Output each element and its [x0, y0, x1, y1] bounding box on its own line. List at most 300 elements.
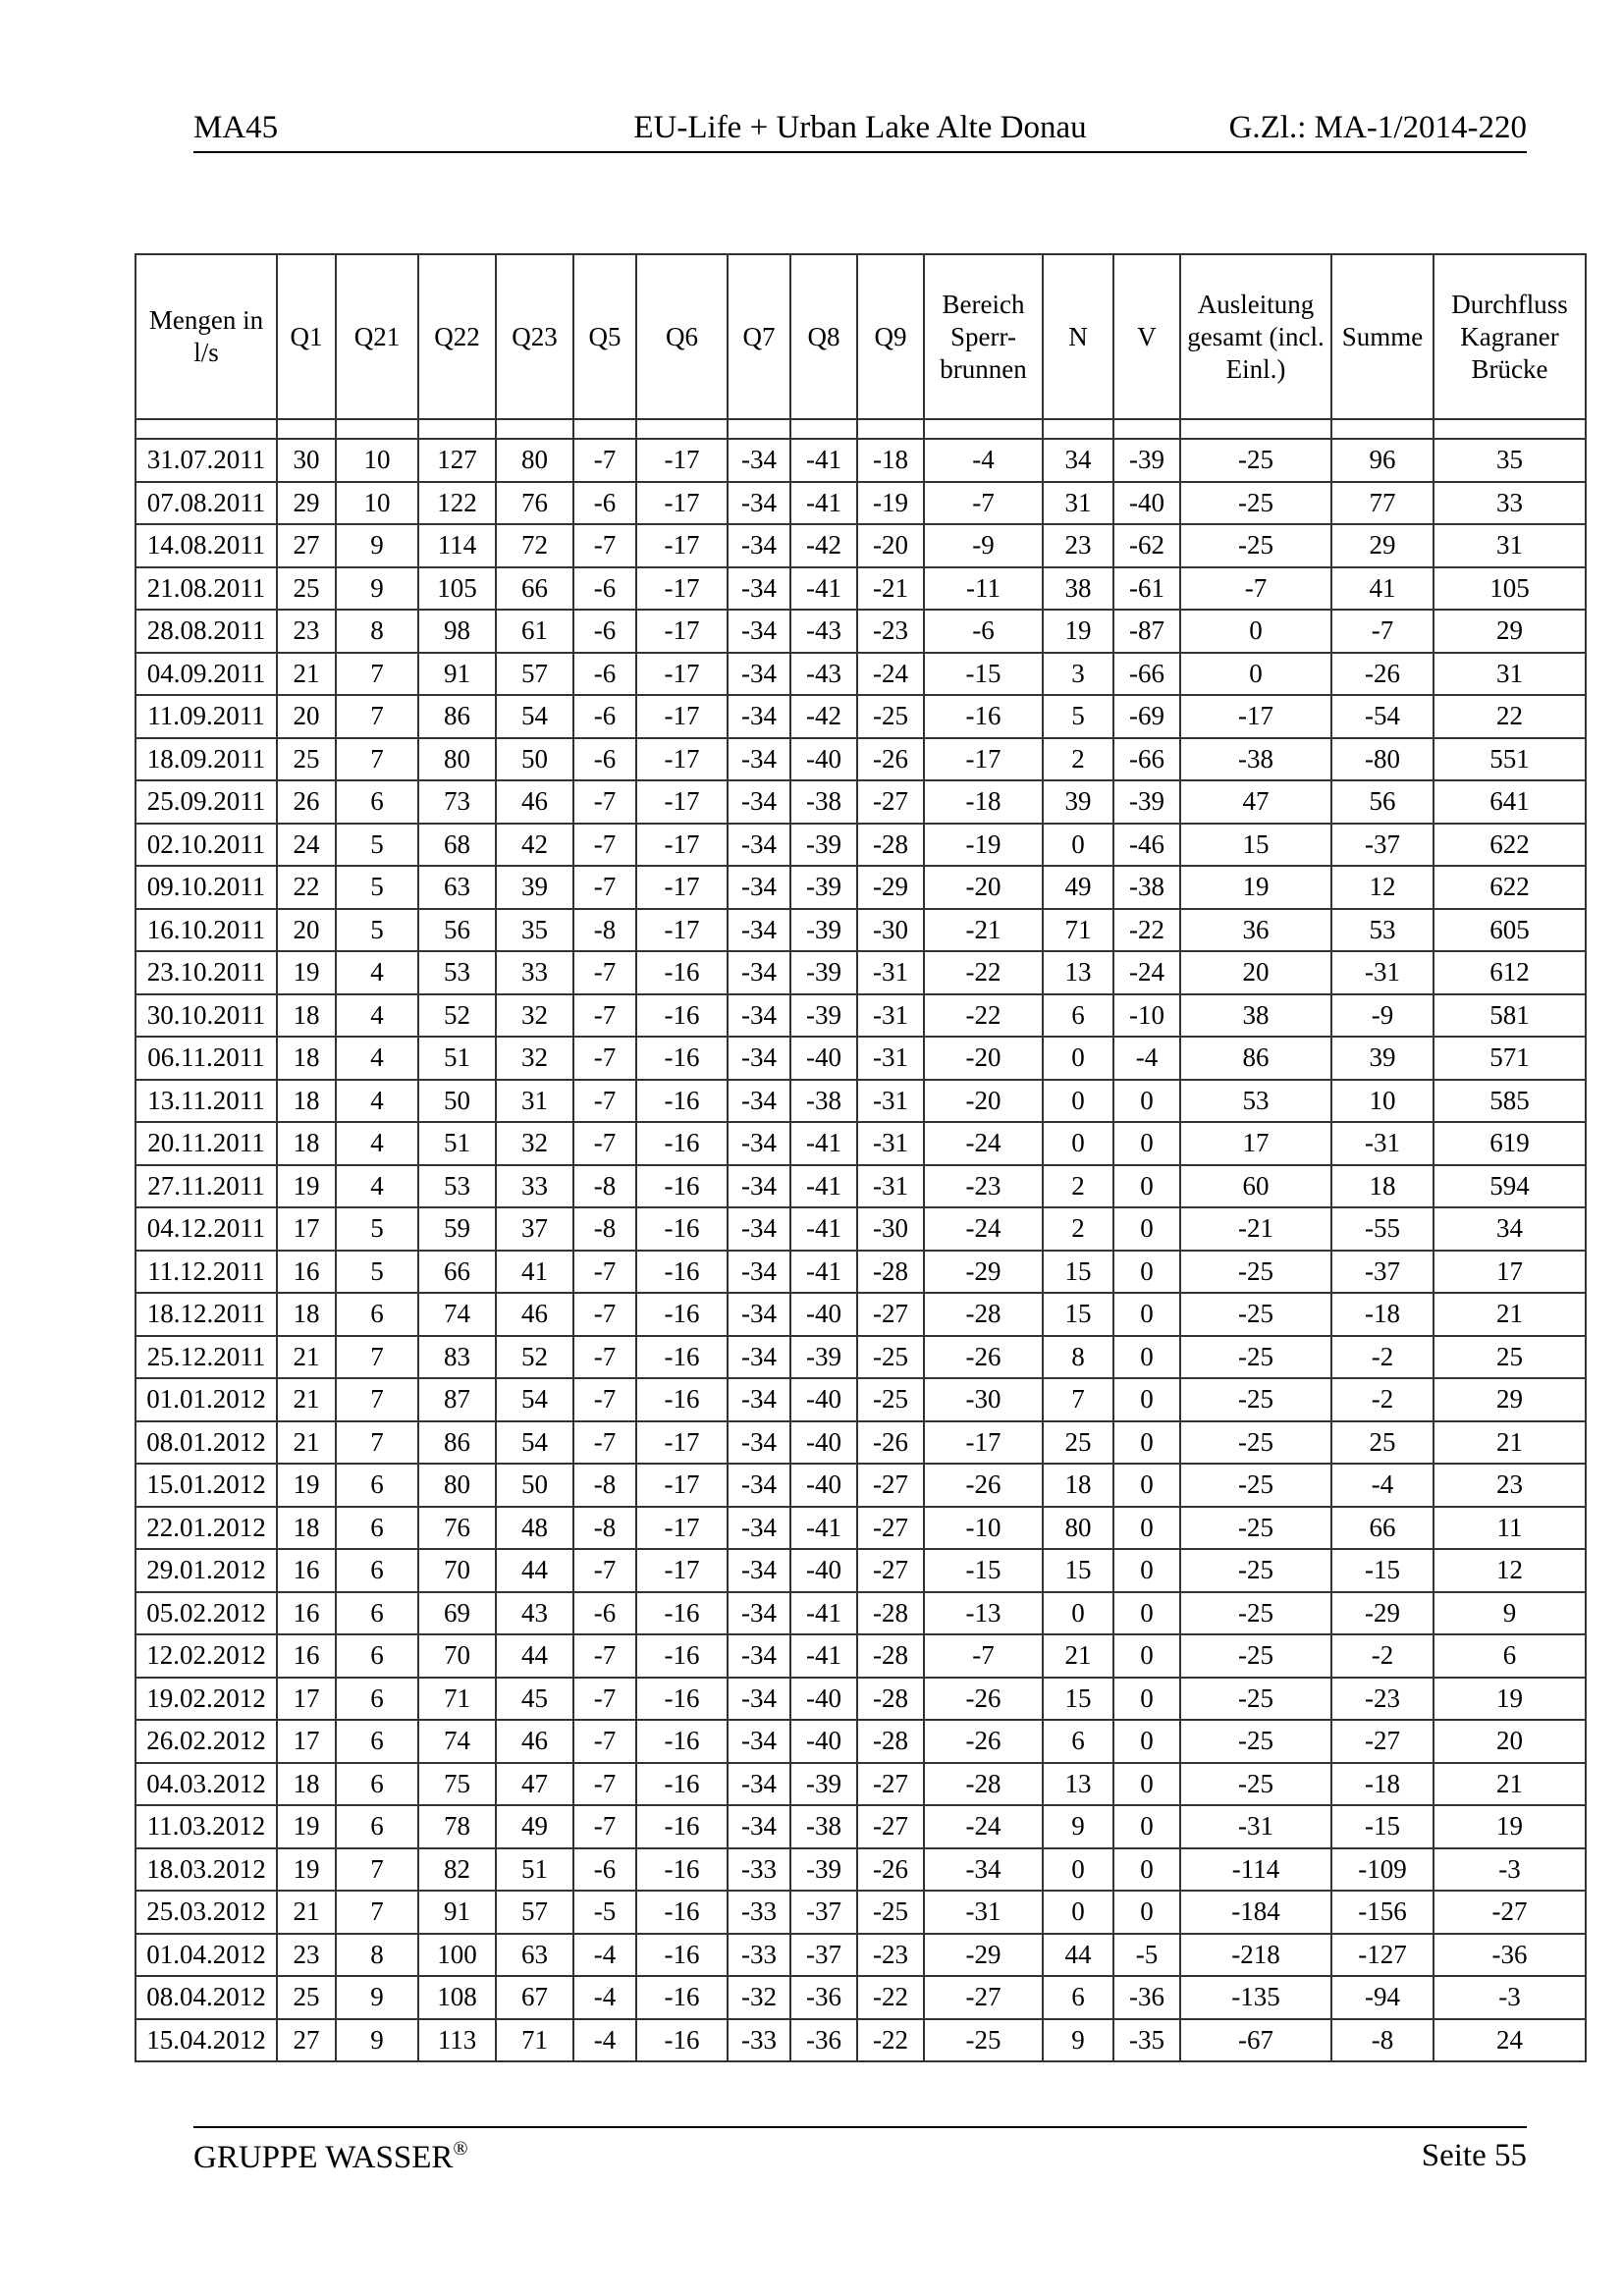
value-cell: 63 — [496, 1934, 573, 1977]
value-cell: -7 — [573, 1037, 636, 1080]
date-cell: 02.10.2011 — [135, 824, 277, 867]
value-cell: 11 — [1434, 1507, 1586, 1550]
value-cell: -29 — [924, 1251, 1043, 1294]
value-cell: -29 — [924, 1934, 1043, 1977]
value-cell: -66 — [1113, 653, 1180, 696]
value-cell: -3 — [1434, 1976, 1586, 2019]
value-cell: 5 — [336, 866, 418, 909]
value-cell: 80 — [418, 1464, 496, 1507]
value-cell: 33 — [1434, 482, 1586, 525]
value-cell: 48 — [496, 1507, 573, 1550]
value-cell: -30 — [924, 1378, 1043, 1421]
value-cell: -25 — [1180, 1378, 1331, 1421]
value-cell: -39 — [1113, 439, 1180, 482]
value-cell: 39 — [496, 866, 573, 909]
value-cell: -24 — [924, 1207, 1043, 1251]
table-row — [135, 1378, 1586, 1421]
value-cell: -8 — [573, 1464, 636, 1507]
value-cell: -42 — [790, 695, 857, 738]
value-cell: -20 — [857, 524, 924, 567]
spacer-cell — [1331, 419, 1434, 439]
value-cell: 7 — [336, 1378, 418, 1421]
value-cell: 19 — [1180, 866, 1331, 909]
value-cell: 3 — [1043, 653, 1113, 696]
value-cell: -17 — [636, 1507, 728, 1550]
value-cell: 0 — [1113, 1293, 1180, 1336]
value-cell: -41 — [790, 482, 857, 525]
value-cell: 16 — [277, 1592, 336, 1635]
value-cell: 4 — [336, 1122, 418, 1165]
date-cell: 04.12.2011 — [135, 1207, 277, 1251]
value-cell: 44 — [496, 1549, 573, 1592]
value-cell: 9 — [1043, 1805, 1113, 1848]
value-cell: -25 — [1180, 1336, 1331, 1379]
value-cell: 21 — [277, 1336, 336, 1379]
value-cell: -34 — [728, 1678, 790, 1721]
value-cell: 29 — [1331, 524, 1434, 567]
value-cell: 5 — [1043, 695, 1113, 738]
date-cell: 14.08.2011 — [135, 524, 277, 567]
value-cell: 4 — [336, 1037, 418, 1080]
value-cell: 12 — [1434, 1549, 1586, 1592]
column-header: Mengen in l/s — [135, 254, 277, 419]
value-cell: 18 — [277, 994, 336, 1038]
value-cell: 24 — [1434, 2019, 1586, 2062]
value-cell: 35 — [1434, 439, 1586, 482]
value-cell: 25 — [1043, 1421, 1113, 1465]
value-cell: 60 — [1180, 1165, 1331, 1208]
value-cell: -42 — [790, 524, 857, 567]
value-cell: -25 — [857, 1378, 924, 1421]
value-cell: 0 — [1113, 1421, 1180, 1465]
value-cell: 21 — [1043, 1634, 1113, 1678]
value-cell: -2 — [1331, 1378, 1434, 1421]
table-row — [135, 2019, 1586, 2062]
date-cell: 13.11.2011 — [135, 1080, 277, 1123]
spacer-cell — [336, 419, 418, 439]
value-cell: -13 — [924, 1592, 1043, 1635]
date-cell: 31.07.2011 — [135, 439, 277, 482]
value-cell: 66 — [496, 567, 573, 611]
value-cell: -26 — [1331, 653, 1434, 696]
value-cell: 30 — [277, 439, 336, 482]
value-cell: -7 — [573, 1763, 636, 1806]
column-header: Q5 — [573, 254, 636, 419]
value-cell: -31 — [857, 994, 924, 1038]
date-cell: 21.08.2011 — [135, 567, 277, 611]
value-cell: -29 — [1331, 1592, 1434, 1635]
table-row — [135, 909, 1586, 952]
flow-table — [135, 253, 1587, 2062]
value-cell: 17 — [277, 1720, 336, 1763]
table-row — [135, 1507, 1586, 1550]
date-cell: 18.12.2011 — [135, 1293, 277, 1336]
header-reference: G.Zl.: MA-1/2014-220 — [1228, 110, 1527, 145]
value-cell: 44 — [496, 1634, 573, 1678]
value-cell: -34 — [728, 1293, 790, 1336]
value-cell: -39 — [790, 1763, 857, 1806]
table-row — [135, 482, 1586, 525]
value-cell: 46 — [496, 1720, 573, 1763]
column-header: Q22 — [418, 254, 496, 419]
value-cell: -25 — [1180, 1592, 1331, 1635]
value-cell: 22 — [277, 866, 336, 909]
value-cell: -18 — [857, 439, 924, 482]
value-cell: 18 — [277, 1507, 336, 1550]
value-cell: -7 — [573, 1122, 636, 1165]
value-cell: -40 — [1113, 482, 1180, 525]
value-cell: 71 — [496, 2019, 573, 2062]
value-cell: 0 — [1113, 1507, 1180, 1550]
table-body — [135, 419, 1586, 2061]
value-cell: -17 — [636, 695, 728, 738]
value-cell: -7 — [573, 1080, 636, 1123]
value-cell: -27 — [857, 1763, 924, 1806]
value-cell: -4 — [924, 439, 1043, 482]
date-cell: 18.03.2012 — [135, 1848, 277, 1892]
value-cell: 5 — [336, 824, 418, 867]
value-cell: 46 — [496, 1293, 573, 1336]
value-cell: -28 — [924, 1293, 1043, 1336]
date-cell: 11.09.2011 — [135, 695, 277, 738]
value-cell: -27 — [857, 780, 924, 824]
value-cell: 0 — [1043, 1592, 1113, 1635]
value-cell: -24 — [1113, 951, 1180, 994]
value-cell: -36 — [1434, 1934, 1586, 1977]
value-cell: -34 — [728, 1592, 790, 1635]
value-cell: 113 — [418, 2019, 496, 2062]
value-cell: -38 — [790, 780, 857, 824]
value-cell: -17 — [636, 866, 728, 909]
value-cell: 16 — [277, 1251, 336, 1294]
value-cell: 7 — [336, 1848, 418, 1892]
value-cell: 18 — [1331, 1165, 1434, 1208]
value-cell: 6 — [1043, 1720, 1113, 1763]
value-cell: -6 — [924, 610, 1043, 653]
date-cell: 11.12.2011 — [135, 1251, 277, 1294]
value-cell: -16 — [636, 1378, 728, 1421]
value-cell: 69 — [418, 1592, 496, 1635]
value-cell: -22 — [924, 994, 1043, 1038]
value-cell: -41 — [790, 1251, 857, 1294]
value-cell: 17 — [277, 1207, 336, 1251]
value-cell: 4 — [336, 951, 418, 994]
value-cell: -28 — [924, 1763, 1043, 1806]
value-cell: -34 — [728, 780, 790, 824]
value-cell: -34 — [728, 1251, 790, 1294]
value-cell: 0 — [1043, 1122, 1113, 1165]
value-cell: 23 — [1434, 1464, 1586, 1507]
value-cell: 49 — [496, 1805, 573, 1848]
column-header: Summe — [1331, 254, 1434, 419]
value-cell: 74 — [418, 1720, 496, 1763]
value-cell: -39 — [790, 951, 857, 994]
value-cell: 0 — [1113, 1378, 1180, 1421]
value-cell: 96 — [1331, 439, 1434, 482]
value-cell: 20 — [277, 909, 336, 952]
table-row — [135, 695, 1586, 738]
value-cell: -34 — [728, 1763, 790, 1806]
value-cell: -34 — [728, 1549, 790, 1592]
value-cell: -20 — [924, 866, 1043, 909]
spacer-cell — [728, 419, 790, 439]
value-cell: 51 — [418, 1037, 496, 1080]
value-cell: 34 — [1043, 439, 1113, 482]
value-cell: -69 — [1113, 695, 1180, 738]
value-cell: -31 — [857, 1122, 924, 1165]
date-cell: 20.11.2011 — [135, 1122, 277, 1165]
value-cell: 98 — [418, 610, 496, 653]
value-cell: 105 — [418, 567, 496, 611]
table-row — [135, 1293, 1586, 1336]
value-cell: -39 — [790, 909, 857, 952]
value-cell: -34 — [728, 824, 790, 867]
value-cell: 23 — [1043, 524, 1113, 567]
value-cell: 39 — [1043, 780, 1113, 824]
value-cell: 0 — [1113, 1336, 1180, 1379]
value-cell: -34 — [728, 1122, 790, 1165]
value-cell: 6 — [336, 1464, 418, 1507]
value-cell: 641 — [1434, 780, 1586, 824]
value-cell: -25 — [1180, 1634, 1331, 1678]
value-cell: 622 — [1434, 866, 1586, 909]
value-cell: -16 — [636, 2019, 728, 2062]
table-row — [135, 1891, 1586, 1934]
spacer-cell — [573, 419, 636, 439]
value-cell: -43 — [790, 610, 857, 653]
value-cell: 585 — [1434, 1080, 1586, 1123]
value-cell: 2 — [1043, 1165, 1113, 1208]
value-cell: -15 — [924, 653, 1043, 696]
value-cell: -67 — [1180, 2019, 1331, 2062]
value-cell: -35 — [1113, 2019, 1180, 2062]
value-cell: 9 — [336, 567, 418, 611]
value-cell: -6 — [573, 567, 636, 611]
value-cell: -8 — [573, 909, 636, 952]
table-row — [135, 1421, 1586, 1465]
value-cell: -26 — [924, 1464, 1043, 1507]
value-cell: 71 — [1043, 909, 1113, 952]
value-cell: 9 — [336, 2019, 418, 2062]
value-cell: -18 — [924, 780, 1043, 824]
value-cell: -7 — [573, 951, 636, 994]
value-cell: 0 — [1113, 1464, 1180, 1507]
spacer-cell — [790, 419, 857, 439]
value-cell: 38 — [1180, 994, 1331, 1038]
value-cell: -7 — [924, 482, 1043, 525]
column-header: N — [1043, 254, 1113, 419]
footer-page-number: Seite 55 — [1421, 2138, 1527, 2173]
table-row — [135, 1207, 1586, 1251]
value-cell: -16 — [636, 1122, 728, 1165]
table-row — [135, 1763, 1586, 1806]
value-cell: 6 — [336, 1805, 418, 1848]
table-row — [135, 1634, 1586, 1678]
date-cell: 08.04.2012 — [135, 1976, 277, 2019]
value-cell: -46 — [1113, 824, 1180, 867]
value-cell: 0 — [1113, 1251, 1180, 1294]
value-cell: 15 — [1043, 1549, 1113, 1592]
header-left: MA45 — [193, 110, 279, 145]
value-cell: -184 — [1180, 1891, 1331, 1934]
value-cell: -55 — [1331, 1207, 1434, 1251]
value-cell: -34 — [728, 1080, 790, 1123]
date-cell: 04.09.2011 — [135, 653, 277, 696]
value-cell: -40 — [790, 1720, 857, 1763]
value-cell: 26 — [277, 780, 336, 824]
value-cell: -31 — [857, 1080, 924, 1123]
value-cell: 6 — [336, 1720, 418, 1763]
spacer-cell — [277, 419, 336, 439]
value-cell: -25 — [1180, 1507, 1331, 1550]
value-cell: 29 — [277, 482, 336, 525]
value-cell: -18 — [1331, 1293, 1434, 1336]
table-row — [135, 524, 1586, 567]
table-row — [135, 951, 1586, 994]
value-cell: 15 — [1043, 1251, 1113, 1294]
value-cell: -29 — [857, 866, 924, 909]
table-row — [135, 994, 1586, 1038]
value-cell: -34 — [728, 1378, 790, 1421]
value-cell: 0 — [1113, 1848, 1180, 1892]
value-cell: -25 — [1180, 1549, 1331, 1592]
value-cell: -39 — [790, 866, 857, 909]
value-cell: 21 — [1434, 1763, 1586, 1806]
value-cell: -34 — [728, 951, 790, 994]
value-cell: 41 — [1331, 567, 1434, 611]
value-cell: 25 — [277, 567, 336, 611]
value-cell: -40 — [790, 1678, 857, 1721]
value-cell: 605 — [1434, 909, 1586, 952]
value-cell: 0 — [1113, 1122, 1180, 1165]
value-cell: -34 — [728, 439, 790, 482]
value-cell: 7 — [336, 1421, 418, 1465]
value-cell: 19 — [1434, 1678, 1586, 1721]
date-cell: 19.02.2012 — [135, 1678, 277, 1721]
value-cell: 19 — [277, 1805, 336, 1848]
value-cell: -36 — [1113, 1976, 1180, 2019]
value-cell: 114 — [418, 524, 496, 567]
value-cell: -25 — [1180, 1293, 1331, 1336]
value-cell: -31 — [924, 1891, 1043, 1934]
value-cell: 32 — [496, 1122, 573, 1165]
value-cell: -34 — [728, 610, 790, 653]
value-cell: 18 — [277, 1037, 336, 1080]
column-header: Q23 — [496, 254, 573, 419]
value-cell: 21 — [1434, 1421, 1586, 1465]
date-cell: 25.03.2012 — [135, 1891, 277, 1934]
value-cell: 78 — [418, 1805, 496, 1848]
value-cell: 76 — [496, 482, 573, 525]
value-cell: -28 — [857, 824, 924, 867]
value-cell: -6 — [573, 610, 636, 653]
value-cell: 33 — [496, 1165, 573, 1208]
value-cell: 594 — [1434, 1165, 1586, 1208]
date-cell: 11.03.2012 — [135, 1805, 277, 1848]
value-cell: -37 — [790, 1934, 857, 1977]
value-cell: 50 — [496, 1464, 573, 1507]
value-cell: 31 — [1434, 653, 1586, 696]
value-cell: -66 — [1113, 738, 1180, 781]
value-cell: 31 — [496, 1080, 573, 1123]
value-cell: -16 — [636, 1763, 728, 1806]
table-row — [135, 1037, 1586, 1080]
date-cell: 04.03.2012 — [135, 1763, 277, 1806]
value-cell: -34 — [728, 524, 790, 567]
table-row — [135, 1251, 1586, 1294]
value-cell: -38 — [1180, 738, 1331, 781]
value-cell: 0 — [1043, 1037, 1113, 1080]
value-cell: -38 — [790, 1805, 857, 1848]
value-cell: 25 — [277, 738, 336, 781]
value-cell: 53 — [1180, 1080, 1331, 1123]
value-cell: -16 — [636, 1251, 728, 1294]
table-row — [135, 1080, 1586, 1123]
value-cell: -7 — [573, 1421, 636, 1465]
value-cell: -25 — [1180, 1251, 1331, 1294]
value-cell: -114 — [1180, 1848, 1331, 1892]
date-cell: 22.01.2012 — [135, 1507, 277, 1550]
value-cell: 100 — [418, 1934, 496, 1977]
value-cell: 41 — [496, 1251, 573, 1294]
value-cell: 4 — [336, 1080, 418, 1123]
value-cell: 29 — [1434, 1378, 1586, 1421]
value-cell: -41 — [790, 1634, 857, 1678]
date-cell: 08.01.2012 — [135, 1421, 277, 1465]
value-cell: -5 — [573, 1891, 636, 1934]
table-row — [135, 610, 1586, 653]
value-cell: 0 — [1113, 1549, 1180, 1592]
value-cell: 17 — [1434, 1251, 1586, 1294]
value-cell: -33 — [728, 1934, 790, 1977]
value-cell: -6 — [573, 738, 636, 781]
value-cell: 29 — [1434, 610, 1586, 653]
page-footer — [193, 2126, 1527, 2187]
value-cell: 9 — [336, 524, 418, 567]
value-cell: -4 — [573, 1976, 636, 2019]
value-cell: 63 — [418, 866, 496, 909]
value-cell: -17 — [636, 1421, 728, 1465]
value-cell: 82 — [418, 1848, 496, 1892]
value-cell: -34 — [728, 866, 790, 909]
value-cell: 51 — [496, 1848, 573, 1892]
value-cell: -34 — [728, 1720, 790, 1763]
value-cell: 19 — [277, 951, 336, 994]
value-cell: -27 — [1331, 1720, 1434, 1763]
value-cell: -27 — [857, 1507, 924, 1550]
value-cell: -37 — [1331, 824, 1434, 867]
date-cell: 07.08.2011 — [135, 482, 277, 525]
value-cell: -17 — [636, 738, 728, 781]
value-cell: 23 — [277, 1934, 336, 1977]
value-cell: 25 — [1331, 1421, 1434, 1465]
value-cell: -27 — [857, 1293, 924, 1336]
value-cell: 612 — [1434, 951, 1586, 994]
value-cell: -7 — [573, 866, 636, 909]
value-cell: 0 — [1113, 1805, 1180, 1848]
value-cell: -8 — [1331, 2019, 1434, 2062]
value-cell: 2 — [1043, 738, 1113, 781]
table-row — [135, 1976, 1586, 2019]
value-cell: 6 — [336, 1634, 418, 1678]
value-cell: 18 — [277, 1293, 336, 1336]
value-cell: 15 — [1043, 1678, 1113, 1721]
value-cell: -34 — [728, 1207, 790, 1251]
value-cell: 619 — [1434, 1122, 1586, 1165]
value-cell: -17 — [636, 909, 728, 952]
value-cell: 24 — [277, 824, 336, 867]
value-cell: 35 — [496, 909, 573, 952]
